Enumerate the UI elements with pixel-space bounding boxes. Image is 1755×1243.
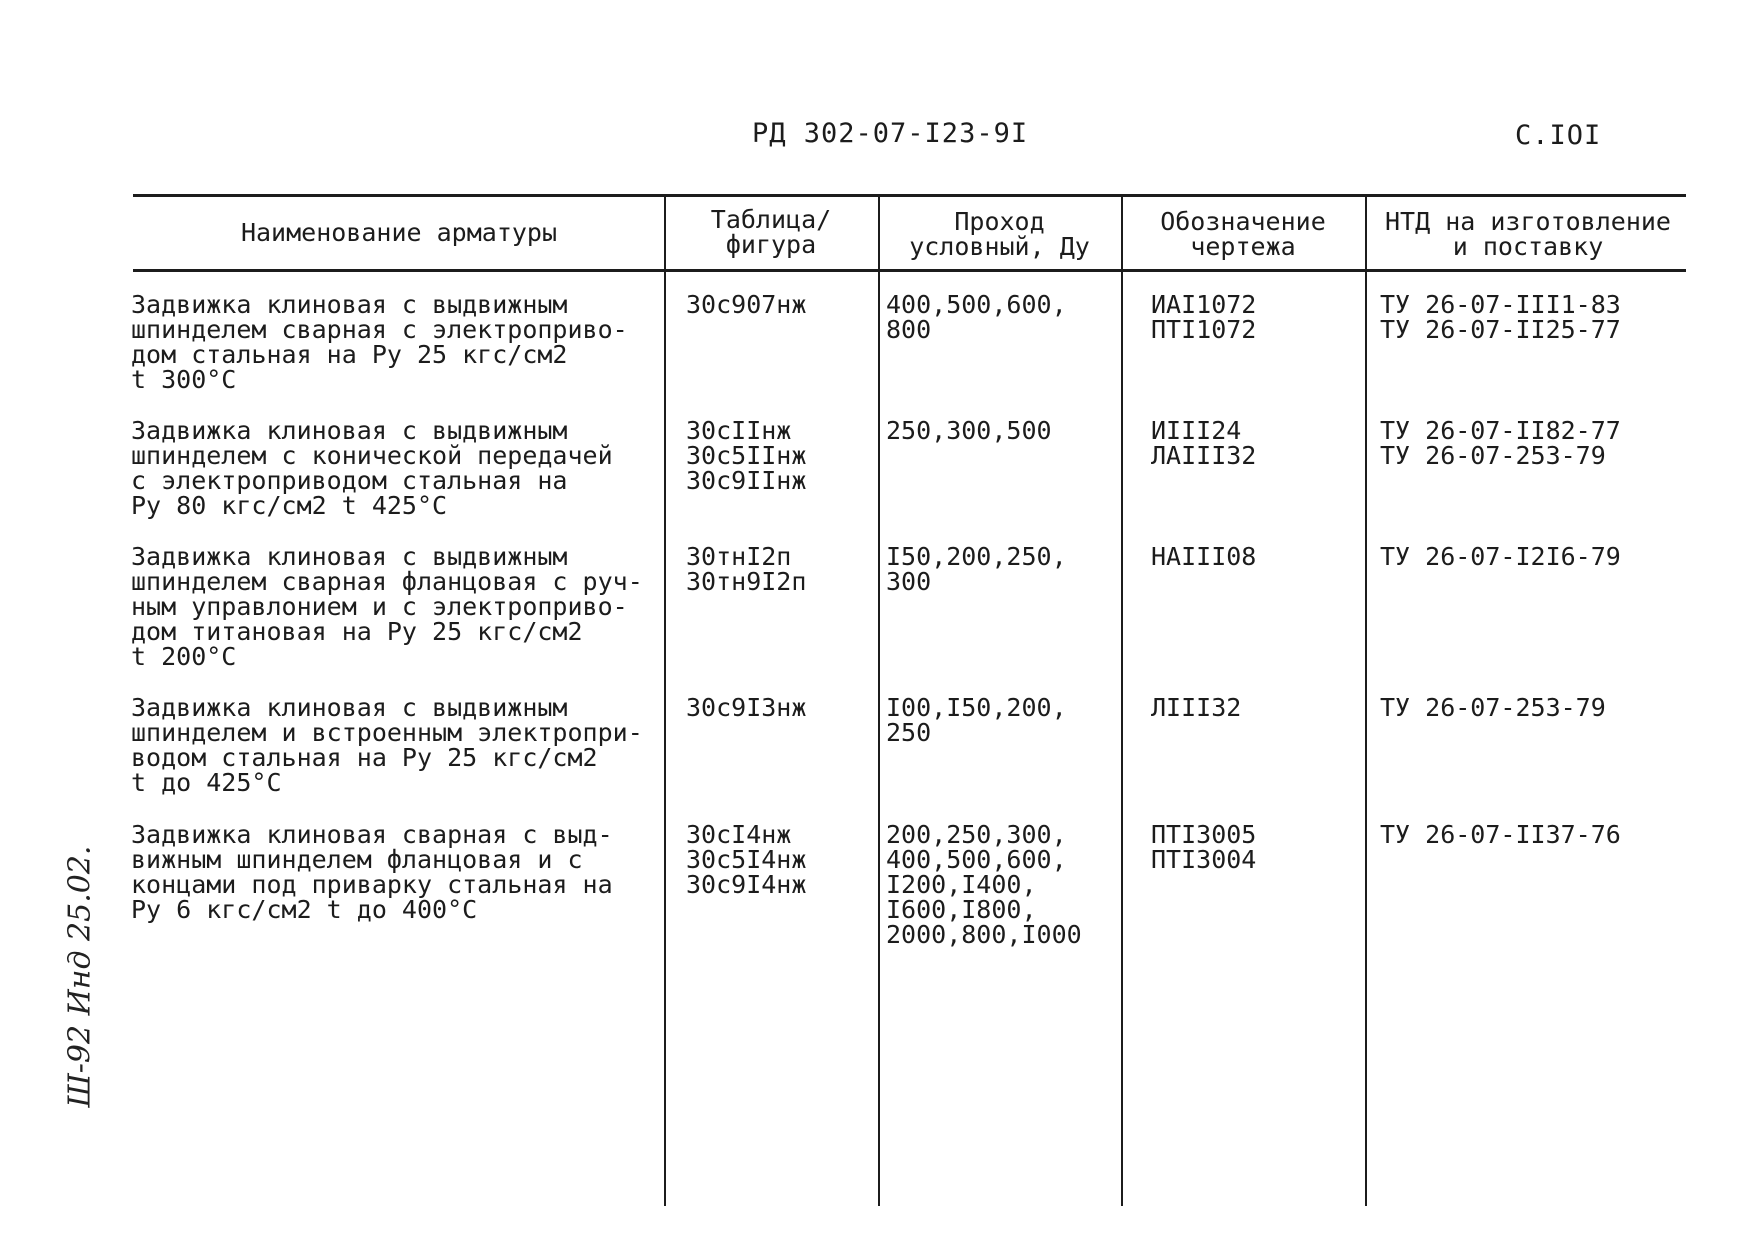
row-3-figure (686, 544, 806, 594)
row-4-dn (886, 695, 1067, 745)
row-1-ntd (1380, 292, 1621, 342)
cell-line: 30сIIнж (686, 416, 792, 445)
cell-line: I600,I800, (886, 895, 1037, 924)
cell-line: ТУ 26-07-II25-77 (1380, 315, 1621, 344)
cell-line: шпинделем сварная фланцовая с руч- (131, 567, 643, 596)
cell-line: 30тнI2п (686, 542, 792, 571)
row-4-ntd (1380, 695, 1606, 720)
row-1-name (131, 292, 628, 392)
cell-line: t 200°C (131, 642, 237, 671)
cell-line: 30с907нж (686, 290, 807, 319)
cell-line: I200,I400, (886, 870, 1037, 899)
cell-line: 2000,800,I000 (886, 920, 1082, 949)
column-header-drawing: Обозначение чертежа (1160, 207, 1326, 261)
cell-line: I00,I50,200, (886, 693, 1067, 722)
row-3-dn (886, 544, 1067, 594)
row-4-figure (686, 695, 806, 720)
document-code: РД 302-07-I23-9I (752, 118, 1029, 149)
cell-line: ТУ 26-07-II37-76 (1380, 820, 1621, 849)
cell-line: 30с5IIнж (686, 441, 807, 470)
page-number: С.IOI (1515, 120, 1602, 151)
cell-line: 400,500,600, (886, 845, 1067, 874)
column-divider-1 (664, 196, 666, 1206)
cell-line: Задвижка клиновая с выдвижным (131, 693, 568, 722)
row-5-dn (886, 822, 1082, 947)
cell-line: ЛIII32 (1151, 693, 1242, 722)
row-3-name (131, 544, 643, 669)
column-divider-3 (1121, 196, 1123, 1206)
cell-line: шпинделем сварная с электроприво- (131, 315, 628, 344)
cell-line: ным управлонием и с электроприво- (131, 592, 628, 621)
column-header-name: Наименование арматуры (240, 218, 558, 247)
cell-line: 300 (886, 567, 932, 596)
row-5-name (131, 822, 613, 922)
cell-line: дом стальная на Ру 25 кгс/см2 (131, 340, 568, 369)
table-header-rule (133, 269, 1686, 272)
row-3-drawing (1151, 544, 1256, 569)
cell-line: Ру 6 кгс/см2 t до 400°C (131, 895, 478, 924)
row-4-name (131, 695, 643, 795)
cell-line: ТУ 26-07-II82-77 (1380, 416, 1621, 445)
cell-line: 250,300,500 (886, 416, 1052, 445)
row-2-dn (886, 418, 1052, 443)
table-top-rule (133, 194, 1686, 197)
row-2-name (131, 418, 613, 518)
row-2-figure (686, 418, 806, 493)
column-divider-2 (878, 196, 880, 1206)
row-3-ntd (1380, 544, 1621, 569)
cell-line: водом стальная на Ру 25 кгс/см2 (131, 743, 598, 772)
cell-line: ЛАIII32 (1151, 441, 1257, 470)
row-5-drawing (1151, 822, 1256, 872)
cell-line: дом титановая на Ру 25 кгс/см2 (131, 617, 583, 646)
cell-line: t до 425°C (131, 768, 282, 797)
cell-line: 30с5I4нж (686, 845, 807, 874)
column-header-figure: Таблица/ фигура (710, 205, 832, 259)
column-header-dn: Проход условный, Ду (909, 207, 1090, 261)
cell-line: НАIII08 (1151, 542, 1257, 571)
cell-line: вижным шпинделем фланцовая и с (131, 845, 583, 874)
row-4-drawing (1151, 695, 1241, 720)
row-1-figure (686, 292, 806, 317)
cell-line: Задвижка клиновая с выдвижным (131, 542, 568, 571)
cell-line: 400,500,600, (886, 290, 1067, 319)
column-header-ntd: НТД на изготовление и поставку (1385, 207, 1671, 261)
row-1-drawing (1151, 292, 1256, 342)
cell-line: ПТI3005 (1151, 820, 1257, 849)
cell-line: 30с9I3нж (686, 693, 807, 722)
row-2-ntd (1380, 418, 1621, 468)
cell-line: ИАI1072 (1151, 290, 1257, 319)
cell-line: Задвижка клиновая с выдвижным (131, 416, 568, 445)
row-5-ntd (1380, 822, 1621, 847)
cell-line: 30сI4нж (686, 820, 792, 849)
cell-line: ПТI1072 (1151, 315, 1257, 344)
cell-line: ТУ 26-07-I2I6-79 (1380, 542, 1621, 571)
cell-line: 30с9I4нж (686, 870, 807, 899)
cell-line: I50,200,250, (886, 542, 1067, 571)
cell-line: ТУ 26-07-253-79 (1380, 441, 1606, 470)
row-1-dn (886, 292, 1067, 342)
handwritten-note: Ш-92 Инд 25.02. (62, 845, 98, 1108)
cell-line: ТУ 26-07-253-79 (1380, 693, 1606, 722)
cell-line: Ру 80 кгс/см2 t 425°C (131, 491, 448, 520)
cell-line: концами под приварку стальная на (131, 870, 613, 899)
cell-line: ИIII24 (1151, 416, 1242, 445)
cell-line: шпинделем с конической передачей (131, 441, 613, 470)
cell-line: 800 (886, 315, 932, 344)
row-5-figure (686, 822, 806, 897)
cell-line: ПТI3004 (1151, 845, 1257, 874)
column-divider-4 (1365, 196, 1367, 1206)
cell-line: Задвижка клиновая с выдвижным (131, 290, 568, 319)
cell-line: шпинделем и встроенным электропри- (131, 718, 643, 747)
cell-line: t 300°C (131, 365, 237, 394)
cell-line: 250 (886, 718, 932, 747)
cell-line: 200,250,300, (886, 820, 1067, 849)
cell-line: Задвижка клиновая сварная с выд- (131, 820, 613, 849)
row-2-drawing (1151, 418, 1256, 468)
cell-line: с электроприводом стальная на (131, 466, 568, 495)
cell-line: ТУ 26-07-III1-83 (1380, 290, 1621, 319)
cell-line: 30тн9I2п (686, 567, 807, 596)
cell-line: 30с9IIнж (686, 466, 807, 495)
